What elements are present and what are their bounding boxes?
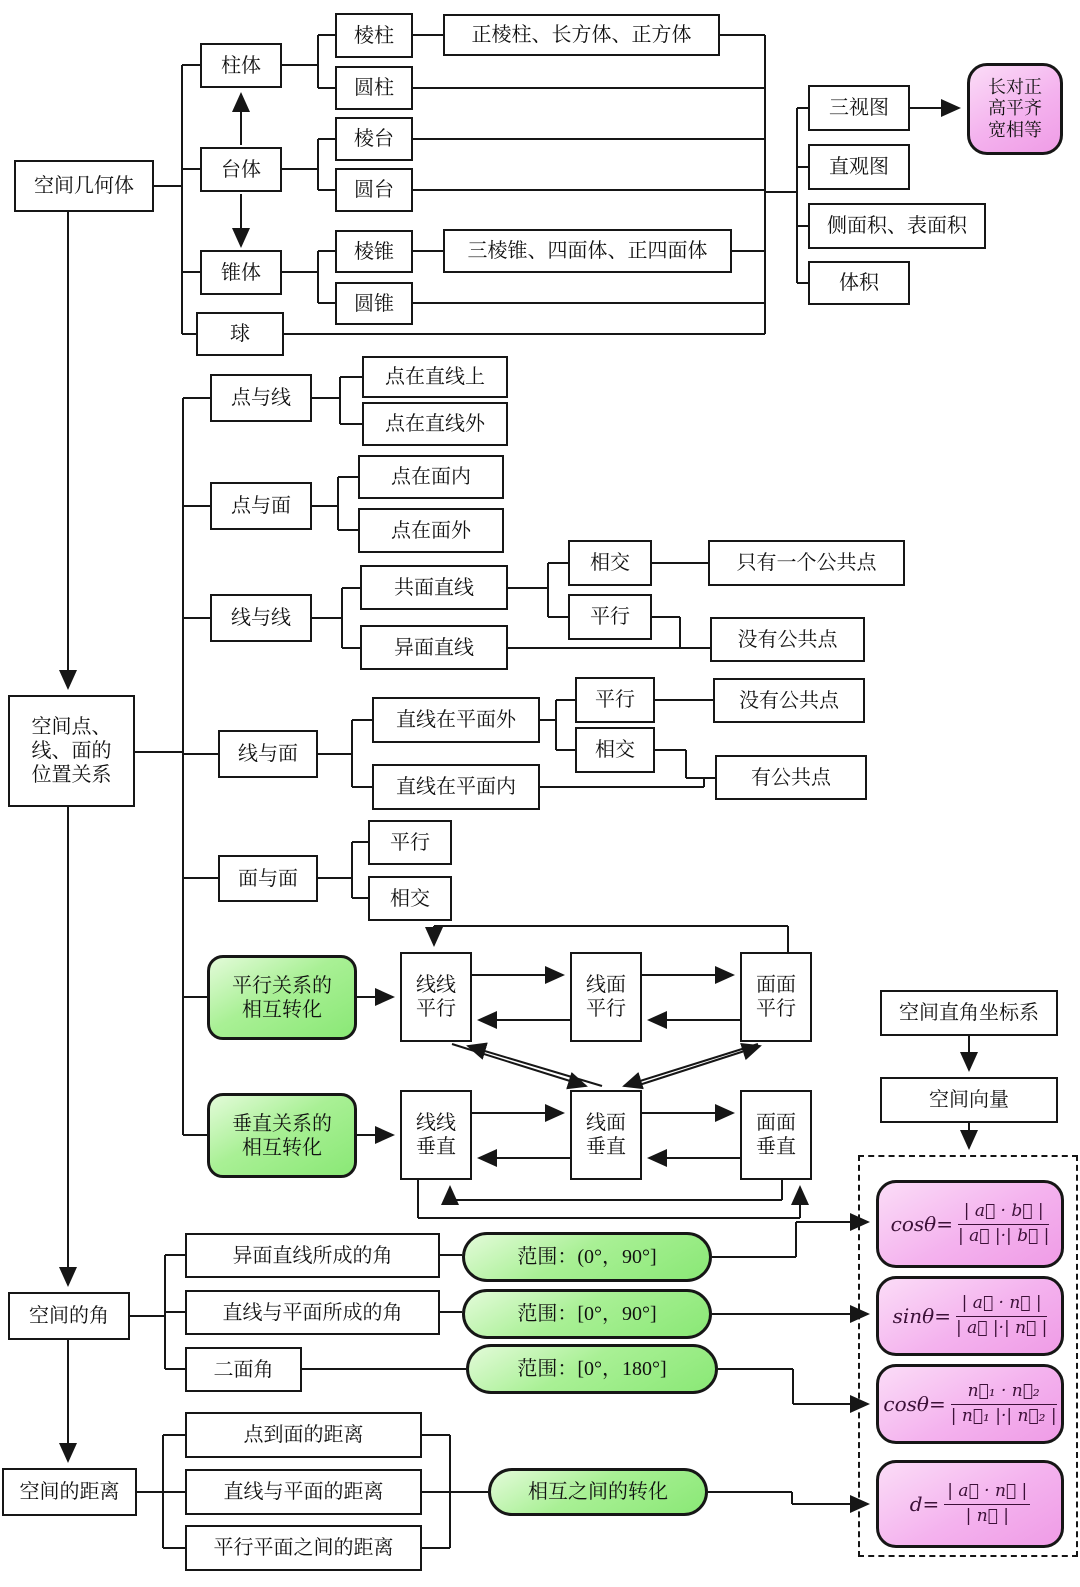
node-line-line-parallel [400, 952, 472, 1042]
formula-denominator: | n⃗₁ |·| n⃗₂ | [950, 1405, 1057, 1426]
node-line-plane-parallel [570, 952, 642, 1042]
node-coplanar-lines: 共面直线 [360, 565, 508, 610]
node-no-common-point-1: 没有公共点 [710, 617, 865, 662]
formula-sin-an [876, 1276, 1064, 1356]
formula-numerator: | a⃗ · b⃗ | [958, 1201, 1049, 1224]
node-point-outside-plane: 点在面外 [358, 508, 504, 553]
node-intuitive-diagram: 直观图 [808, 144, 910, 190]
node-space-vector: 空间向量 [880, 1077, 1058, 1123]
node-pyramid: 棱锥 [335, 230, 413, 273]
node-parallel-conversion [207, 955, 357, 1040]
label-line: 线面 [586, 1112, 626, 1134]
node-prism: 棱柱 [335, 13, 413, 58]
label-line: 平行关系的 [232, 974, 332, 997]
label-line: 垂直关系的 [232, 1112, 332, 1135]
node-prisms-category: 柱体 [200, 43, 282, 88]
formula-lhs: cosθ= [883, 1392, 946, 1416]
node-perpendicular-conversion [207, 1093, 357, 1178]
node-mutual-conversion: 相互之间的转化 [488, 1468, 708, 1516]
node-intersect-2: 相交 [575, 727, 655, 773]
label-line: 平行 [586, 998, 626, 1020]
formula-denominator: | a⃗ |·| n⃗ | [955, 1317, 1048, 1338]
node-skew-lines-angle: 异面直线所成的角 [185, 1233, 440, 1278]
node-line-plane-angle: 直线与平面所成的角 [185, 1290, 440, 1335]
node-skew-lines: 异面直线 [360, 625, 508, 670]
node-line-in-plane: 直线在平面内 [372, 764, 540, 810]
node-cones-category: 锥体 [200, 250, 282, 295]
node-dihedral-angle: 二面角 [185, 1347, 302, 1392]
node-point-and-plane: 点与面 [210, 482, 312, 530]
arrow-mmpar-to-lmperp [624, 1044, 758, 1086]
arrow-lmperp-to-llpar [468, 1046, 602, 1086]
node-volume: 体积 [808, 261, 910, 305]
label-line: 线线 [416, 1112, 456, 1134]
node-range-0-90-closed: 范围：[0°，90°] [462, 1289, 712, 1339]
node-parallel-planes-distance: 平行平面之间的距离 [185, 1525, 422, 1571]
formula-numerator: | a⃗ · n⃗ | [956, 1293, 1047, 1316]
label-line: 面面 [756, 974, 796, 996]
node-point-and-line: 点与线 [210, 374, 312, 422]
node-plane-and-plane: 面与面 [218, 855, 318, 902]
node-space-solids: 空间几何体 [14, 160, 154, 212]
node-three-views: 三视图 [808, 85, 910, 131]
label-line: 空间点、 [31, 716, 112, 738]
label-line: 高平齐 [988, 98, 1042, 119]
formula-numerator: | a⃗ · n⃗ | [944, 1481, 1030, 1504]
formula-cos-ab [876, 1180, 1064, 1268]
node-sphere: 球 [196, 312, 284, 356]
node-range-0-180: 范围：[0°，180°] [466, 1344, 718, 1394]
node-cone-frustum: 圆台 [335, 168, 413, 212]
node-point-plane-distance: 点到面的距离 [185, 1412, 422, 1458]
label-line: 长对正 [988, 76, 1042, 97]
node-intersect-1: 相交 [568, 540, 652, 586]
label-line: 位置关系 [31, 764, 112, 786]
node-line-line-perpendicular [400, 1090, 472, 1180]
formula-lhs: cosθ= [890, 1212, 953, 1236]
node-parallel-1: 平行 [568, 594, 652, 640]
node-frustums-category: 台体 [200, 147, 282, 192]
label-line: 线线 [416, 974, 456, 996]
node-cylinder: 圆柱 [335, 66, 413, 110]
label-line: 平行 [756, 998, 796, 1020]
label-line: 垂直 [416, 1136, 456, 1158]
node-line-and-plane: 线与面 [218, 730, 318, 778]
formula-cos-n1n2 [876, 1364, 1064, 1444]
formula-distance [876, 1460, 1064, 1548]
node-prism-frustum: 棱台 [335, 117, 413, 161]
node-three-view-rule [967, 63, 1063, 155]
label-line: 垂直 [756, 1136, 796, 1158]
node-space-distance: 空间的距离 [2, 1468, 137, 1516]
node-space-angles: 空间的角 [8, 1292, 130, 1340]
node-line-outside-plane: 直线在平面外 [372, 697, 540, 743]
node-point-line-plane-relations [8, 695, 135, 807]
arrow-lmperp-to-mmpar [636, 1046, 760, 1086]
node-parallel-3: 平行 [368, 820, 452, 865]
node-point-in-plane: 点在面内 [358, 455, 504, 499]
formula-denominator: | n⃗ | [965, 1505, 1009, 1526]
node-point-off-line: 点在直线外 [362, 402, 508, 446]
node-cone: 圆锥 [335, 282, 413, 325]
formula-fraction [951, 1381, 1057, 1427]
node-prism-examples: 正棱柱、长方体、正方体 [443, 14, 720, 56]
node-space-coordinate-system: 空间直角坐标系 [880, 990, 1058, 1036]
node-line-and-line: 线与线 [210, 594, 312, 642]
formula-lhs: d= [909, 1492, 940, 1516]
label-line: 线面 [586, 974, 626, 996]
node-point-on-line: 点在直线上 [362, 356, 508, 398]
label-line: 宽相等 [988, 119, 1042, 140]
arrow-llpar-to-lmperp [452, 1044, 586, 1086]
formula-fraction [958, 1201, 1049, 1247]
node-intersect-3: 相交 [368, 876, 452, 921]
node-lateral-surface-area: 侧面积、表面积 [808, 203, 986, 249]
formula-fraction [944, 1481, 1030, 1527]
node-plane-plane-parallel [740, 952, 812, 1042]
node-line-plane-perpendicular [570, 1090, 642, 1180]
formula-numerator: n⃗₁ · n⃗₂ [951, 1381, 1057, 1404]
formula-denominator: | a⃗ |·| b⃗ | [957, 1225, 1050, 1246]
label-line: 相互转化 [242, 1136, 322, 1159]
formula-fraction [956, 1293, 1047, 1339]
label-line: 线、面的 [31, 740, 112, 762]
node-parallel-2: 平行 [575, 677, 655, 723]
node-has-common-point: 有公共点 [715, 755, 867, 800]
node-line-plane-distance: 直线与平面的距离 [185, 1469, 422, 1515]
node-one-common-point: 只有一个公共点 [708, 540, 905, 586]
label-line: 垂直 [586, 1136, 626, 1158]
node-plane-plane-perpendicular [740, 1090, 812, 1180]
label-line: 平行 [416, 998, 456, 1020]
node-range-0-90-half-open: 范围：(0°，90°] [462, 1232, 712, 1282]
node-no-common-point-2: 没有公共点 [713, 678, 865, 723]
label-line: 相互转化 [242, 998, 322, 1021]
node-pyramid-examples: 三棱锥、四面体、正四面体 [443, 229, 732, 273]
label-line: 面面 [756, 1112, 796, 1134]
formula-lhs: sinθ= [892, 1304, 951, 1328]
